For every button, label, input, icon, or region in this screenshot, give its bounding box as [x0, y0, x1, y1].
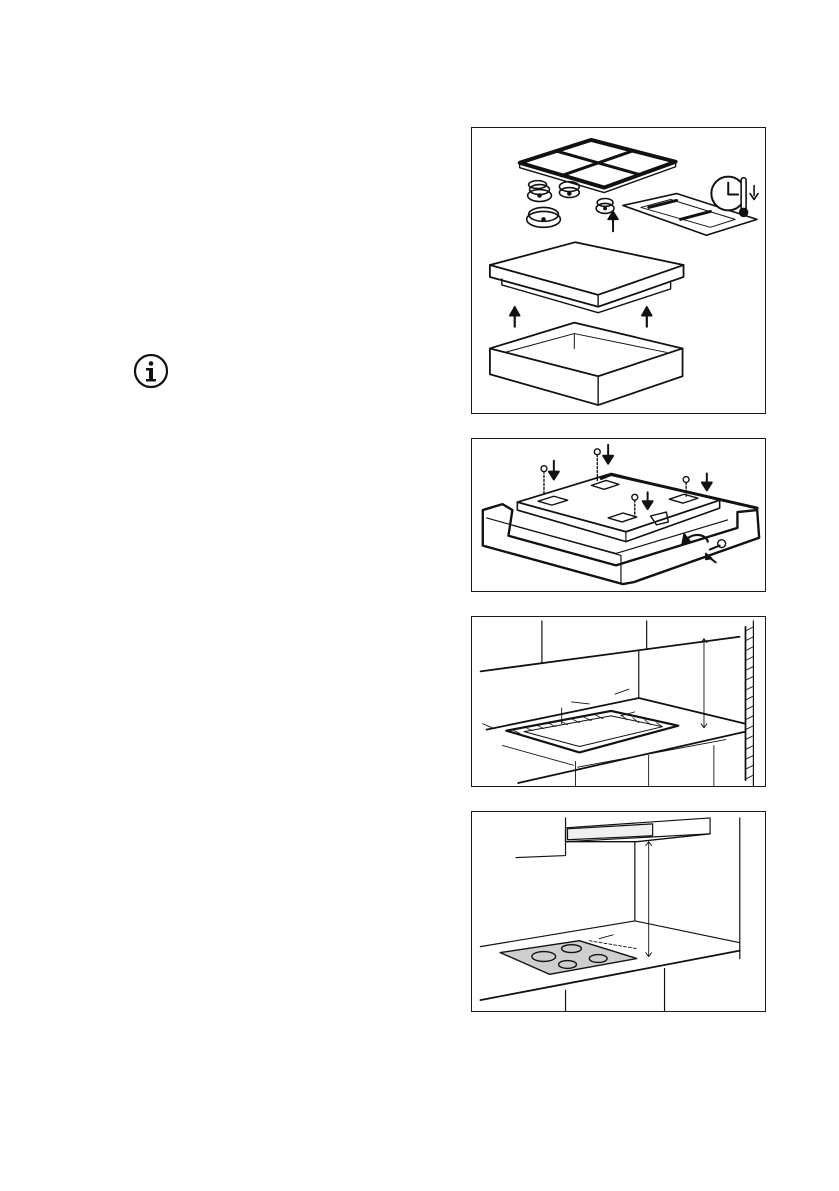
- hob-illustration: [490, 242, 684, 313]
- figure-fix-brackets: [471, 438, 766, 592]
- figure-hood-clearance: [471, 811, 766, 1012]
- thermometer-icon: [740, 178, 758, 217]
- box-illustration: [490, 323, 683, 405]
- figure-remove-parts: [471, 127, 766, 414]
- figure-cutout-dimensions: [471, 616, 766, 787]
- clock-icon: [711, 177, 745, 211]
- info-icon: [133, 353, 169, 389]
